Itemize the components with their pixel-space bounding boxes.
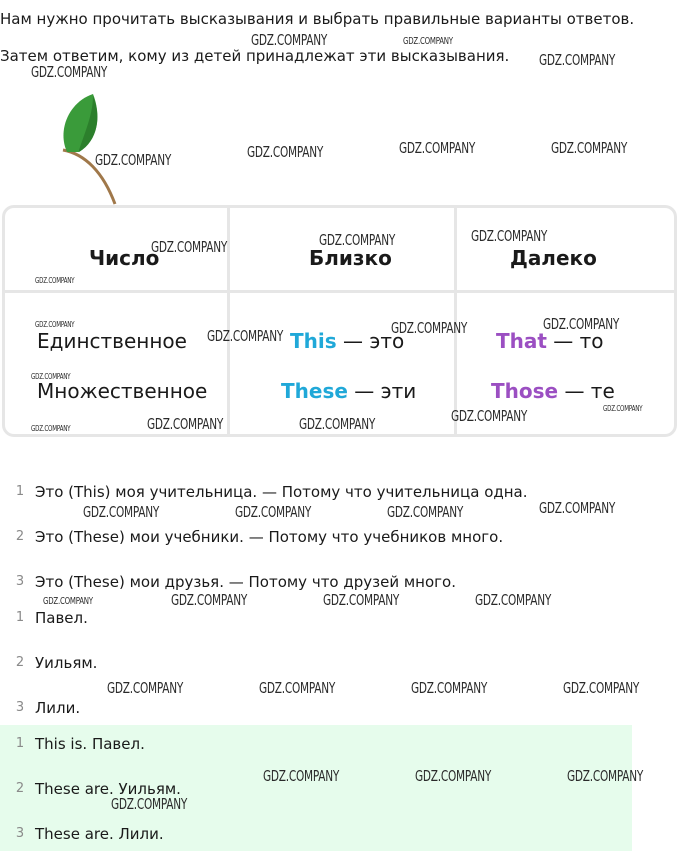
watermark: GDZ.COMPANY [247,143,324,161]
row-singular-label: Единственное [37,329,187,353]
watermark: GDZ.COMPANY [259,679,336,697]
intro-line-2: Затем ответим, кому из детей принадлежат эти высказывания. [0,47,510,65]
header-near: Близко [309,246,392,270]
watermark: GDZ.COMPANY [543,315,620,333]
header-far: Далеко [510,246,597,270]
watermark: GDZ.COMPANY [567,767,644,785]
watermark: GDZ.COMPANY [551,139,628,157]
watermark: GDZ.COMPANY [151,238,228,256]
row-singular-near: This — это [290,329,405,353]
watermark: GDZ.COMPANY [171,591,248,609]
watermark: GDZ.COMPANY [147,415,224,433]
watermark: GDZ.COMPANY [399,139,476,157]
watermark: GDZ.COMPANY [95,151,172,169]
watermark: GDZ.COMPANY [387,503,464,521]
intro-line-1: Нам нужно прочитать высказывания и выбрать правильные варианты ответов. [0,10,635,28]
row-plural-label: Множественное [37,379,208,403]
row-plural-far: Those — те [491,379,615,403]
watermark: GDZ.COMPANY [539,51,616,69]
watermark: GDZ.COMPANY [539,499,616,517]
watermark: GDZ.COMPANY [391,319,468,337]
watermark: GDZ.COMPANY [235,503,312,521]
watermark: GDZ.COMPANY [603,404,643,413]
watermark: GDZ.COMPANY [207,327,284,345]
watermark: GDZ.COMPANY [31,63,108,81]
watermark: GDZ.COMPANY [263,767,340,785]
watermark: GDZ.COMPANY [471,227,548,245]
watermark: GDZ.COMPANY [411,679,488,697]
watermark: GDZ.COMPANY [319,231,396,249]
row-singular-far: That — то [496,329,604,353]
watermark: GDZ.COMPANY [111,795,188,813]
watermark: GDZ.COMPANY [107,679,184,697]
watermark: GDZ.COMPANY [31,372,71,381]
watermark: GDZ.COMPANY [323,591,400,609]
watermark: GDZ.COMPANY [35,320,75,329]
leaf-icon [55,92,135,207]
row-plural-near: These — эти [281,379,417,403]
watermark: GDZ.COMPANY [251,31,328,49]
watermark: GDZ.COMPANY [403,36,453,47]
watermark: GDZ.COMPANY [83,503,160,521]
table-divider [5,290,674,293]
watermark: GDZ.COMPANY [451,407,528,425]
header-number: Число [89,246,160,270]
watermark: GDZ.COMPANY [43,596,93,607]
watermark: GDZ.COMPANY [475,591,552,609]
watermark: GDZ.COMPANY [299,415,376,433]
watermark: GDZ.COMPANY [415,767,492,785]
watermark: GDZ.COMPANY [563,679,640,697]
watermark: GDZ.COMPANY [35,276,75,285]
watermark: GDZ.COMPANY [31,424,71,433]
